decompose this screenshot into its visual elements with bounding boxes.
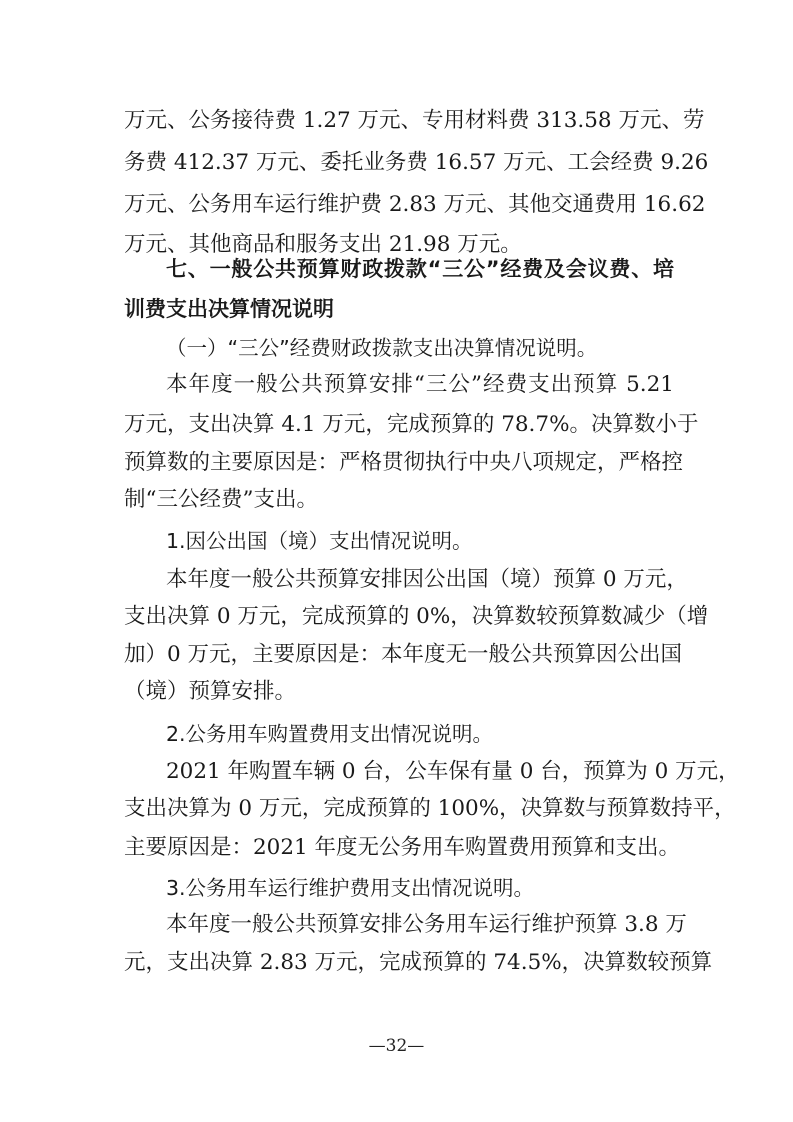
body-line: 主要原因是：2021 年度无公务用车购置费用预算和支出。 — [124, 835, 681, 860]
body-line: 万元、公务接待费 1.27 万元、专用材料费 313.58 万元、劳 — [124, 108, 705, 133]
body-line: 加）0 万元，主要原因是：本年度无一般公共预算因公出国 — [124, 642, 683, 667]
body-line: 万元、其他商品和服务支出 21.98 万元。 — [124, 232, 522, 257]
item-heading: 1.因公出国（境）支出情况说明。 — [166, 529, 473, 553]
body-line: 支出决算为 0 万元，完成预算的 100%，决算数与预算数持平， — [124, 796, 736, 821]
body-line: 本年度一般公共预算安排因公出国（境）预算 0 万元， — [166, 567, 688, 592]
body-line: 务费 412.37 万元、委托业务费 16.57 万元、工会经费 9.26 — [124, 150, 709, 175]
subsection-heading: （一）“三公”经费财政拨款支出决算情况说明。 — [166, 336, 598, 360]
body-line: 2021 年购置车辆 0 台，公车保有量 0 台，预算为 0 万元， — [166, 759, 740, 784]
body-line: （境）预算安排。 — [124, 679, 297, 704]
body-line: 元，支出决算 2.83 万元，完成预算的 74.5%，决算数较预算 — [124, 950, 713, 975]
body-line: 预算数的主要原因是：严格贯彻执行中央八项规定，严格控 — [124, 450, 684, 475]
body-line: 本年度一般公共预算安排“三公”经费支出预算 5.21 — [166, 372, 674, 397]
item-heading: 2.公务用车购置费用支出情况说明。 — [166, 722, 494, 746]
page-number: —32— — [368, 1036, 425, 1056]
item-heading: 3.公务用车运行维护费用支出情况说明。 — [166, 876, 535, 900]
section-heading-cont: 训费支出决算情况说明 — [124, 297, 334, 321]
body-line: 本年度一般公共预算安排公务用车运行维护预算 3.8 万 — [166, 912, 687, 937]
body-line: 支出决算 0 万元，完成预算的 0%，决算数较预算数减少（增 — [124, 604, 709, 629]
body-line: 制“三公经费”支出。 — [124, 487, 318, 512]
body-line: 万元，支出决算 4.1 万元，完成预算的 78.7%。决算数小于 — [124, 412, 699, 437]
section-heading: 七、一般公共预算财政拨款“三公”经费及会议费、培 — [166, 257, 674, 281]
body-line: 万元、公务用车运行维护费 2.83 万元、其他交通费用 16.62 — [124, 192, 706, 217]
